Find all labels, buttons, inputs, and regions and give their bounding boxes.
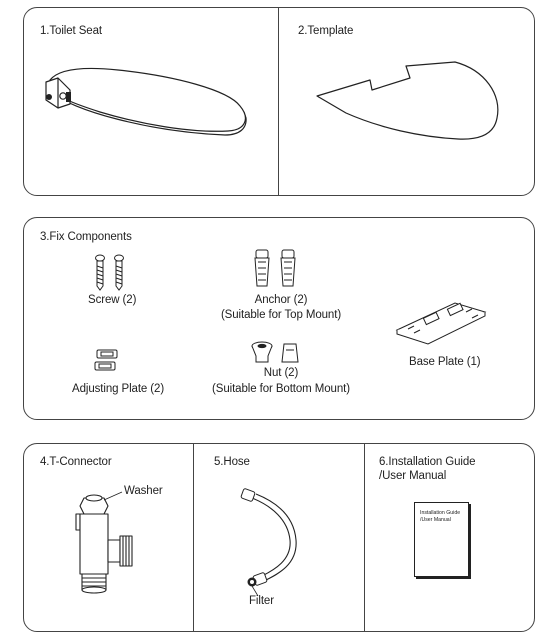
nut-label: Nut (2) bbox=[263, 367, 299, 379]
base-plate-label: Base Plate (1) bbox=[409, 356, 481, 368]
manual-title-line1: 6.Installation Guide bbox=[379, 456, 476, 468]
manual-cover-line1: Installation Guide bbox=[420, 510, 461, 516]
manual-booklet bbox=[414, 502, 469, 577]
anchor-label: Anchor (2) bbox=[254, 294, 308, 306]
anchor-mount-note: (Suitable for Top Mount) bbox=[220, 309, 342, 321]
washer-label: Washer bbox=[124, 485, 163, 497]
t-connector-title: 4.T-Connector bbox=[40, 456, 112, 468]
hose-title: 5.Hose bbox=[214, 456, 250, 468]
adjusting-plate-label: Adjusting Plate (2) bbox=[72, 383, 165, 395]
fix-components-title: 3.Fix Components bbox=[40, 231, 132, 243]
screw-label: Screw (2) bbox=[88, 294, 137, 306]
nut-mount-note: (Suitable for Bottom Mount) bbox=[212, 383, 350, 395]
filter-label: Filter bbox=[249, 595, 274, 607]
manual-title-line2: /User Manual bbox=[379, 470, 447, 482]
template-title: 2.Template bbox=[298, 25, 354, 37]
manual-cover-line2: /User Manual bbox=[420, 517, 451, 523]
toilet-seat-title: 1.Toilet Seat bbox=[40, 25, 102, 37]
